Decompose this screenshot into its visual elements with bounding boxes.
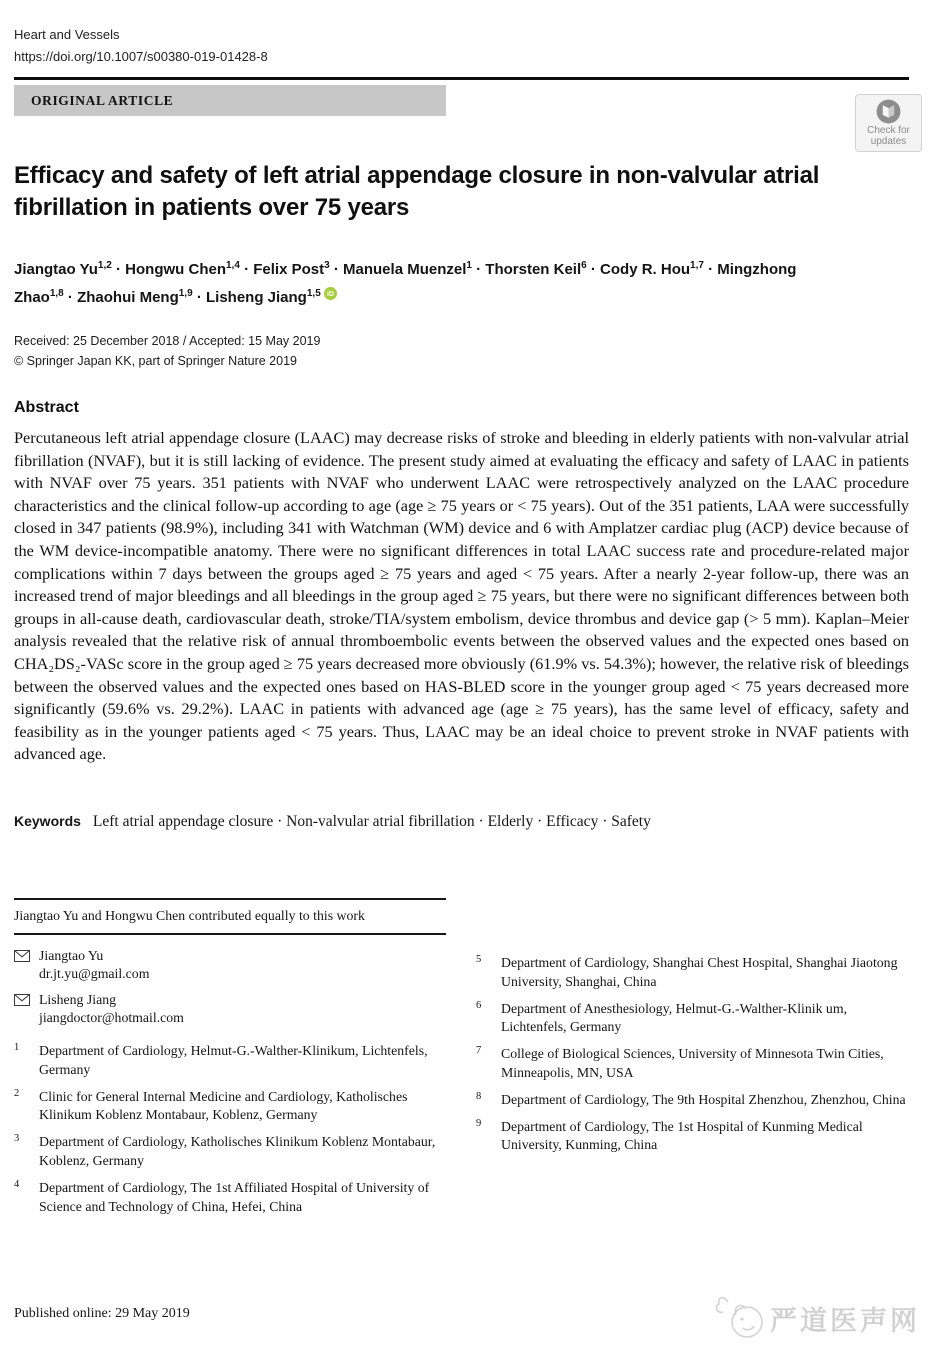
- watermark: [712, 1292, 920, 1344]
- correspondence-email[interactable]: dr.jt.yu@gmail.com: [39, 966, 150, 981]
- keywords-label: Keywords: [14, 813, 81, 829]
- author-separator: ·: [703, 261, 718, 278]
- page-title: Efficacy and safety of left atrial appendage closure in non-valvular atrial fibrillation in patients over 75 years: [14, 162, 820, 221]
- check-updates-line1: Check for: [867, 125, 910, 136]
- affiliation-text: Department of Cardiology, The 1st Hospital of Kunming Medical University, Kunming, China: [501, 1118, 863, 1153]
- author: Felix Post$^3$: [253, 260, 330, 278]
- received-accepted-line: Received: 25 December 2018 / Accepted: 15 May 2019: [14, 334, 321, 348]
- affiliations-left: [14, 1042, 446, 1216]
- author: Hongwu Chen$^{1,4}$: [125, 260, 240, 278]
- affiliation-number: 6: [476, 999, 482, 1011]
- author-affiliation-sup: 1,5: [306, 288, 321, 299]
- author: Cody R. Hou$^{1,7}$: [600, 260, 704, 278]
- affiliation-item: [14, 1042, 446, 1080]
- affiliation-item: [476, 1091, 926, 1110]
- article-type-label: ORIGINAL ARTICLE: [31, 92, 174, 108]
- author-affiliation-sup: 1,8: [49, 288, 64, 299]
- author-affiliation-sup: 1,7: [690, 260, 704, 271]
- author-separator: ·: [192, 289, 206, 306]
- keywords-text: Left atrial appendage closure · Non-valvular atrial fibrillation · Elderly · Efficacy · Safety: [92, 813, 651, 830]
- footnotes-section: [14, 898, 914, 1224]
- affiliation-item: [14, 1088, 446, 1126]
- affiliation-item: [476, 1118, 926, 1156]
- author-affiliation-sup: 1,9: [178, 288, 193, 299]
- author-separator: ·: [239, 261, 254, 278]
- check-updates-line2: updates: [870, 136, 907, 147]
- affiliation-number: 5: [476, 954, 482, 965]
- correspondence-email[interactable]: jiangdoctor@hotmail.com: [39, 1010, 184, 1025]
- contributed-equally-note: Jiangtao Yu and Hongwu Chen contributed equally to this work: [14, 908, 365, 923]
- author-separator: ·: [111, 261, 126, 278]
- author: Jiangtao Yu$^{1,2}$: [14, 260, 112, 278]
- abstract-heading: Abstract: [14, 399, 79, 416]
- author: Mingzhong Zhao$^{1,8}$: [14, 261, 797, 306]
- affiliation-text: Department of Cardiology, Shanghai Chest Hospital, Shanghai Jiaotong University, Shanghai, China: [501, 955, 898, 989]
- correspondence-entry: [14, 992, 446, 1027]
- author-affiliation-sup: 1: [466, 260, 472, 271]
- published-online-line: Published online: 29 May 2019: [14, 1306, 190, 1321]
- affiliation-text: Department of Cardiology, The 9th Hospital Zhenzhou, Zhenzhou, China: [501, 1091, 906, 1107]
- journal-name: Heart and Vessels: [14, 27, 120, 42]
- author-list: [14, 254, 824, 310]
- affiliation-text: Clinic for General Internal Medicine and Cardiology, Katholisches Klinikum Koblenz Montabaur, Koblenz, Germany: [39, 1088, 408, 1123]
- author-affiliation-sup: 6: [581, 260, 587, 271]
- footnotes-left-column: [14, 898, 446, 1216]
- svg-text:iD: iD: [326, 291, 334, 299]
- email-icon: [14, 950, 30, 962]
- author-separator: ·: [63, 289, 78, 306]
- affiliation-number: 4: [14, 1178, 20, 1190]
- affiliation-number: 2: [14, 1087, 20, 1099]
- check-for-updates-badge[interactable]: [855, 94, 922, 152]
- correspondence-name: Jiangtao Yu: [39, 948, 104, 963]
- affiliation-text: College of Biological Sciences, University of Minnesota Twin Cities, Minneapolis, MN, USA: [501, 1046, 884, 1080]
- copyright-line: © Springer Japan KK, part of Springer Nature 2019: [14, 354, 297, 368]
- doi-link[interactable]: https://doi.org/10.1007/s00380-019-01428-8: [14, 49, 268, 64]
- author-affiliation-sup: 1,2: [97, 260, 112, 271]
- correspondence-entry: [14, 948, 446, 983]
- affiliation-text: Department of Cardiology, Helmut-G.-Walther-Klinikum, Lichtenfels, Germany: [39, 1043, 428, 1077]
- affiliation-text: Department of Cardiology, The 1st Affiliated Hospital of University of Science and Technology of China, Hefei, China: [39, 1179, 430, 1214]
- author: Thorsten Keil$^6$: [485, 260, 587, 278]
- affiliation-item: [476, 954, 926, 992]
- affiliation-item: [14, 1133, 446, 1171]
- author: Manuela Muenzel$^1$: [343, 260, 472, 278]
- keywords-line: [14, 813, 909, 831]
- affiliation-item: [476, 1000, 926, 1038]
- crossmark-icon: [875, 98, 902, 125]
- affiliation-number: 7: [476, 1045, 482, 1057]
- affiliation-item: [476, 1045, 926, 1083]
- email-icon: [14, 994, 30, 1006]
- abstract-text: Percutaneous left atrial appendage closure (LAAC) may decrease risks of stroke and bleeding in elderly patients with non-valvular atrial fibrillation (NVAF), but it is still lacking of evidence. The present study aimed at evaluating the efficacy and safety of LAAC in patients with NVAF over 75 years. 351 patients with NVAF who underwent LAAC were retrospectively analyzed on the LAAC procedure characteristics and the clinical follow-up according to age (age ≥ 75 years or < 75 years). Out of the 351 patients, LAA were successfully closed in 347 patients (98.9%), including 341 with Watchman (WM) device and 6 with Amplatzer cardiac plug (ACP) device because of the WM device-incompatible anatomy. There were no significant differences in total LAAC success rate and procedure-related major complications within 7 days between the groups aged ≥ 75 years and aged < 75 years. After a nearly 2-year follow-up, there was an increased trend of major bleedings and all bleedings in the group aged ≥ 75 years, but there were no significant differences between both groups in all-cause death, cardiovascular death, stroke/TIA/system embolism, device thrombus and device gap (> 5 mm). Kaplan–Meier analysis revealed that the relative risk of annual thromboembolic events between the observed values and the expected ones based on CHA₂DS₂-VASc score in the group aged ≥ 75 years decreased more obviously (61.9% vs. 54.3%); however, the relative risk of bleedings between the observed values and the expected ones based on HAS-BLED score in the younger group aged < 75 years decreased more significantly (59.6% vs. 29.2%). LAAC in patients with advanced age (age ≥ 75 years), has the same level of efficacy, safety and feasibility as in the younger patients aged < 75 years. Thus, LAAC may be an ideal choice to prevent stroke in NVAF patients with advanced age.: [14, 428, 909, 764]
- watermark-text: 严道医声网: [770, 1305, 920, 1336]
- dates-block: [14, 331, 320, 371]
- footnote-divider-bottom: [14, 933, 446, 935]
- affiliation-item: [14, 1179, 446, 1217]
- author-separator: ·: [471, 261, 486, 278]
- correspondence-name: Lisheng Jiang: [39, 992, 117, 1007]
- author-separator: ·: [586, 261, 601, 278]
- affiliation-number: 9: [476, 1117, 482, 1129]
- author: Lisheng Jiang$^{1,5}$ iD: [206, 289, 337, 306]
- affiliation-number: 1: [14, 1042, 20, 1053]
- author-affiliation-sup: 3: [324, 260, 330, 271]
- author: Zhaohui Meng$^{1,9}$: [77, 288, 193, 306]
- article-type-bar: [14, 85, 446, 116]
- affiliation-text: Department of Cardiology, Katholisches Klinikum Koblenz Montabaur, Koblenz, Germany: [39, 1134, 436, 1168]
- affiliation-number: 3: [14, 1133, 20, 1145]
- author-affiliation-sup: 1,4: [226, 260, 240, 271]
- correspondence-list: [14, 948, 446, 1027]
- footnotes-right-column: [476, 954, 926, 1163]
- orcid-icon[interactable]: [324, 287, 337, 300]
- affiliation-number: 8: [476, 1090, 482, 1102]
- affiliations-right: [476, 954, 926, 1155]
- header-divider: [14, 77, 909, 80]
- watermark-logo-icon: [712, 1292, 770, 1344]
- affiliation-text: Department of Anesthesiology, Helmut-G.-Walther-Klinik um, Lichtenfels, Germany: [501, 1000, 848, 1035]
- author-separator: ·: [329, 261, 344, 278]
